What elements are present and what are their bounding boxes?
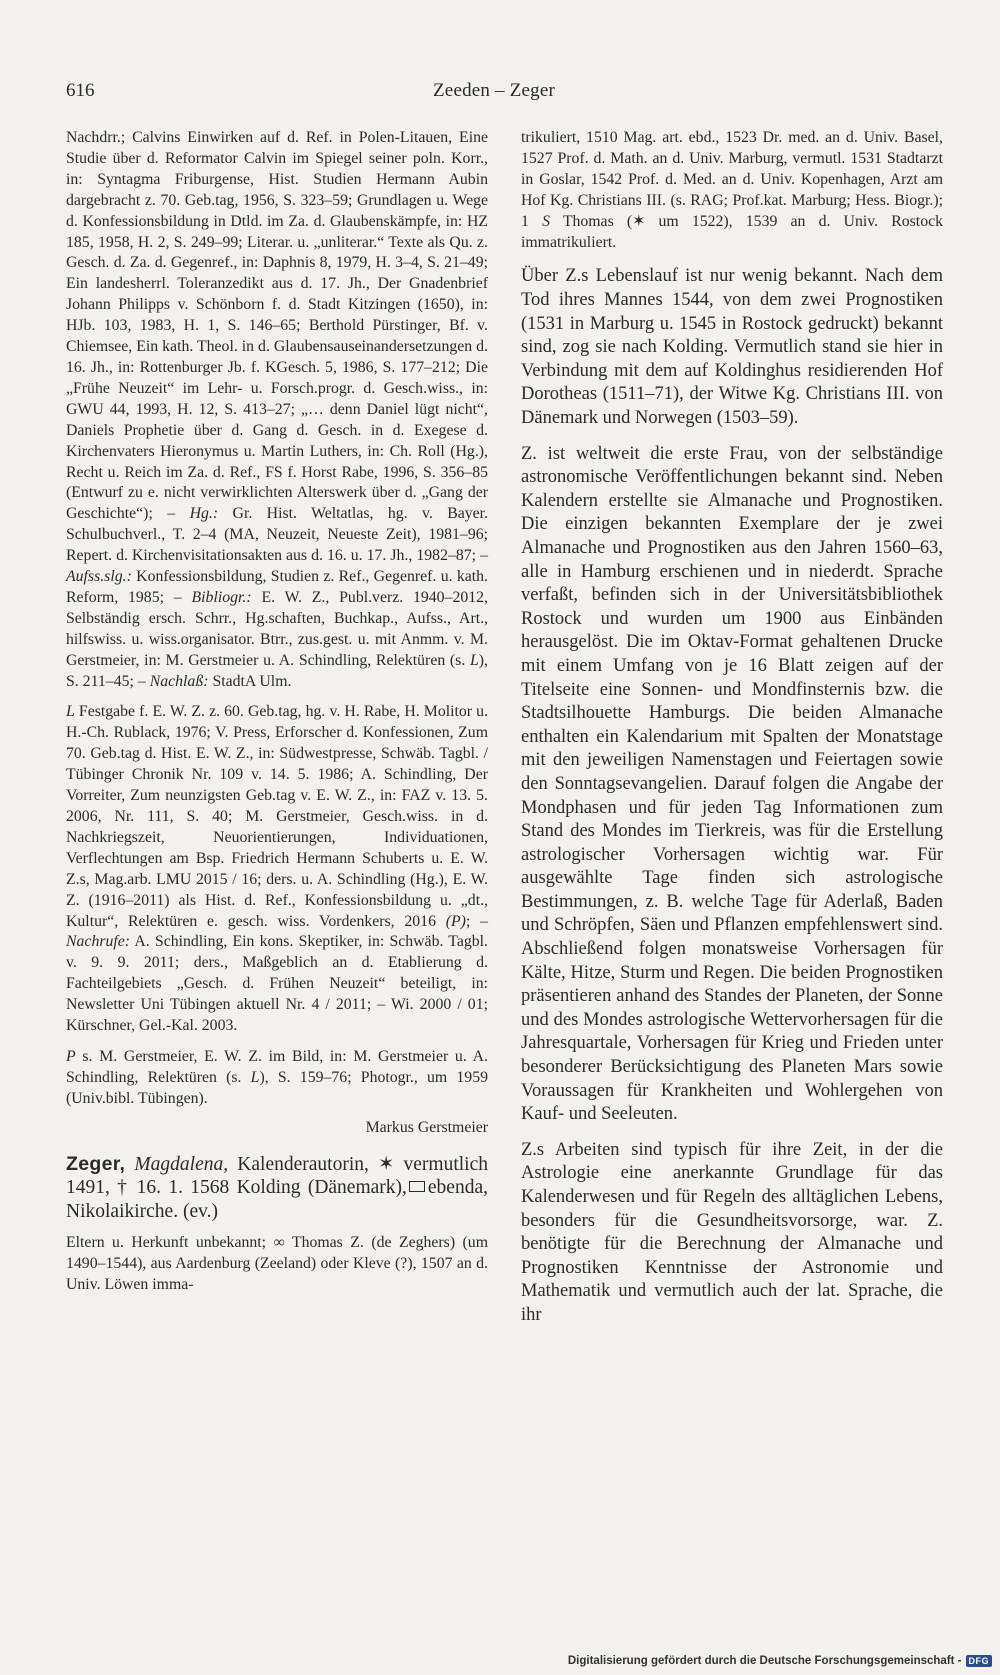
body-paragraph-2: Z. ist weltweit die erste Frau, von der selbständige astronomische Veröffentlichungen bekannt sind. Neben Kalendern erstellte sie Almanache und Prognostiken. Die einzigen bekannten Exemplare der je zwei Almanache und Prognostiken aus den Jahren 1560–63, alle in Hamburg erschienen und in niederdt. Sprache verfaßt, befinden sich in der Universitätsbibliothek Rostock und wurden um 1900 aus Einbänden herausgelöst. Die im Oktav-Format gehaltenen Drucke mit einem Umfang von je 16 Blatt zeigen auf der Titelseite eine Sonnen- und Mondfinsternis bzw. die Stadtsilhouette Hamburgs. Die beiden Almanache enthalten ein Kalendarium mit Spalten der Monatstage mit den jeweiligen Namenstagen und Feiertagen sowie den Sonntagsevangelien. Darauf folgen die Angabe der Mondphasen und für jeden Tag Informationen zum Stand des Mondes im Tierkreis, was für die Erstellung astrologischer Vorhersagen wichtig war. Für ausgewählte Tage finden sich astrologische Bestimmungen, z. B. welche Tage für Aderlaß, Baden und Schröpfen, Säen und Pflanzen empfehlenswert sind. Abschließend folgen monatsweise Vorhersagen für Kälte, Hitze, Sturm und Regen. Die beiden Prognostiken präsentieren anhand des Standes der Planeten, der Sonne und des Mondes astrologische Wettervorhersagen für die Jahresquartale, Vorhersagen für Krieg und Frieden unter besonderer Berücksichtigung des Planeten Mars sowie Voraussagen für Krankheiten und Wohlergehen von Kauf- und Seeleuten.	[521, 443, 943, 1125]
credit-text: Digitalisierung gefördert durch die Deutsche Forschungsgemeinschaft -	[567, 1655, 962, 1667]
right-column	[521, 128, 943, 1328]
family-info-continued: trikuliert, 1510 Mag. art. ebd., 1523 Dr. med. an d. Univ. Basel, 1527 Prof. d. Math. an d. Univ. Marburg, vermutl. 1531 Stadtarzt in Goslar, 1542 Prof. d. Med. an d. Univ. Kopenhagen, Arzt am Hof Kg. Christians III. (s. RAG; Prof.kat. Marburg; Hess. Biogr.); 1 S Thomas (✶ um 1522), 1539 an d. Univ. Rostock immatrikuliert.	[521, 129, 943, 251]
portrait-section: P s. M. Gerstmeier, E. W. Z. im Bild, in: M. Gerstmeier u. A. Schindling, Relektüren (s. L), S. 159–76; Photogr., um 1959 (Univ.bibl. Tübingen).	[66, 1047, 489, 1107]
literature-section: L Festgabe f. E. W. Z. z. 60. Geb.tag, hg. v. H. Rabe, H. Molitor u. H.-Ch. Rublack, 1976; V. Press, Erforscher d. Konfessionen, Zum 70. Geb.tag d. Hist. E. W. Z., in: Südwestpresse, Schwäb. Tagbl. / Tübinger Chronik Nr. 109 v. 14. 5. 1986; A. Schindling, Der Vorreiter, Zum neunzigsten Geb.tag v. E. W. Z., in: FAZ v. 13. 5. 2006, Nr. 111, S. 40; M. Gerstmeier, Gesch.wiss. in d. Nachkriegszeit, Neuorientierungen, Individuationen, Verflechtungen am Bsp. Friedrich Hermann Schuberts u. E. W. Z.s, Mag.arb. LMU 2015 / 16; ders. u. A. Schindling (Hg.), E. W. Z. (1916–2011) als Hist. d. Ref., Konfessionsbildung u. „dt., Kultur“, Relektüren e. gesch. wiss. Vordenkers, 2016 (P); – Nachrufe: A. Schindling, Ein kons. Skeptiker, in: Schwäb. Tagbl. v. 9. 9. 2011; ders., Maßgeblich an d. Etablierung d. Fachteilgebiets „Gesch. d. Frühen Neuzeit“ beteiligt, in: Newsletter Uni Tübingen aktuell Nr. 4 / 2011; – Wi. 2000 / 01; Kürschner, Gel.-Kal. 2003.	[66, 703, 489, 1035]
entry-heading: Zeger, Magdalena, Kalenderautorin, ✶ vermutlich 1491, † 16. 1. 1568 Kolding (Dänemark), ebenda, Nikolaikirche. (ev.)	[66, 1152, 489, 1222]
family-info: Eltern u. Herkunft unbekannt; ∞ Thomas Z. (de Zeghers) (um 1490–1544), aus Aardenburg (Zeeland) oder Kleve (?), 1507 an d. Univ. Löwen imma-	[66, 1234, 488, 1294]
dfg-logo-icon: DFG	[966, 1655, 993, 1667]
page-number: 616	[66, 80, 95, 101]
body-paragraph-1: Über Z.s Lebenslauf ist nur wenig bekannt. Nach dem Tod ihres Mannes 1544, von dem zwei Prognostiken (1531 in Marburg u. 1545 in Rostock gedruckt) bekannt sind, zog sie nach Kolding. Vermutlich stand sie hier in Verbindung mit dem auf Koldinghus residierenden Hof Dorotheas (1511–71), der Witwe Kg. Christians III. von Dänemark und Norwegen (1503–59).	[521, 266, 943, 428]
body-paragraph-3: Z.s Arbeiten sind typisch für ihre Zeit, in der die Astrologie eine anerkannte Grundlage für das Kalenderwesen und für Regeln des alltäglichen Lebens, besonders für die Gesundheitsvorsorge, war. Z. benötigte für die Berechnung der Almanache und Prognostiken Kenntnisse der Astronomie und Mathematik und vermutlich auch der lat. Sprache, die ihr	[521, 1139, 943, 1325]
bibliography-works: Nachdrr.; Calvins Einwirken auf d. Ref. in Polen-Litauen, Eine Studie über d. Reformator Calvin im Spiegel seiner poln. Korr., in: Syntagma Friburgense, Hist. Studien Hermann Aubin dargebracht z. 70. Geb.tag, 1956, S. 323–59; Grundlagen u. Wege d. Konfessionsbildung in Dtld. im Za. d. Glaubenskämpfe, in: HZ 185, 1958, H. 2, S. 249–99; Literar. u. „unliterar.“ Texte als Qu. z. Gesch. d. Za. d. Gegenref., in: Daphnis 8, 1979, H. 3–4, S. 21–49; Ein landesherrl. Toleranzedikt aus d. 17. Jh., Der Gnadenbrief Johann Philipps v. Schönborn f. d. Stadt Kitzingen (1650), in: HJb. 103, 1983, H. 1, S. 146–65; Berthold Pürstinger, Bf. v. Chiemsee, Ein kath. Theol. in d. Glaubensauseinandersetzungen d. 16. Jh., in: Rottenburger Jb. f. KGesch. 5, 1986, S. 177–212; Die „Frühe Neuzeit“ im Lehr- u. Forsch.progr. d. Gesch.wiss., in: GWU 44, 1993, H. 12, S. 413–27; „… denn Daniel lügt nicht“, Daniels Prophetie über d. Gang d. Gesch. in d. Exegese d. Kirchenvaters Hieronymus u. Martin Luthers, in: Ch. Roll (Hg.), Recht u. Reich im Za. d. Ref., FS f. Horst Rabe, 1996, S. 356–85 (Entwurf zu e. nicht verwirklichten Alterswerk über d. „Gang der Geschichte“); – Hg.: Gr. Hist. Weltatlas, hg. v. Bayer. Schulbuchverl., T. 2–4 (MA, Neuzeit, Neueste Zeit), 1981–96; Repert. d. Kirchenvisitationsakten aus d. 16. u. 17. Jh., 1982–87; – Aufss.slg.: Konfessionsbildung, Studien z. Ref., Gegenref. u. kath. Reform, 1985; – Bibliogr.: E. W. Z., Publ.verz. 1940–2012, Selbständig ersch. Schrr., Hg.schaften, Buchkap., Aufss., Art., hilfswiss. u. wiss.organisator. Btrr., zus.gest. u. mit Anmm. v. M. Gerstmeier, in: M. Gerstmeier u. A. Schindling, Relektüren (s. L), S. 211–45; – Nachlaß: StadtA Ulm.	[66, 129, 489, 690]
burial-symbol-icon	[409, 1181, 425, 1192]
running-head: Zeeden – Zeger	[433, 80, 556, 101]
left-column	[66, 128, 488, 1296]
author-signature: Markus Gerstmeier	[365, 1118, 488, 1136]
digitization-credit	[568, 1655, 992, 1667]
